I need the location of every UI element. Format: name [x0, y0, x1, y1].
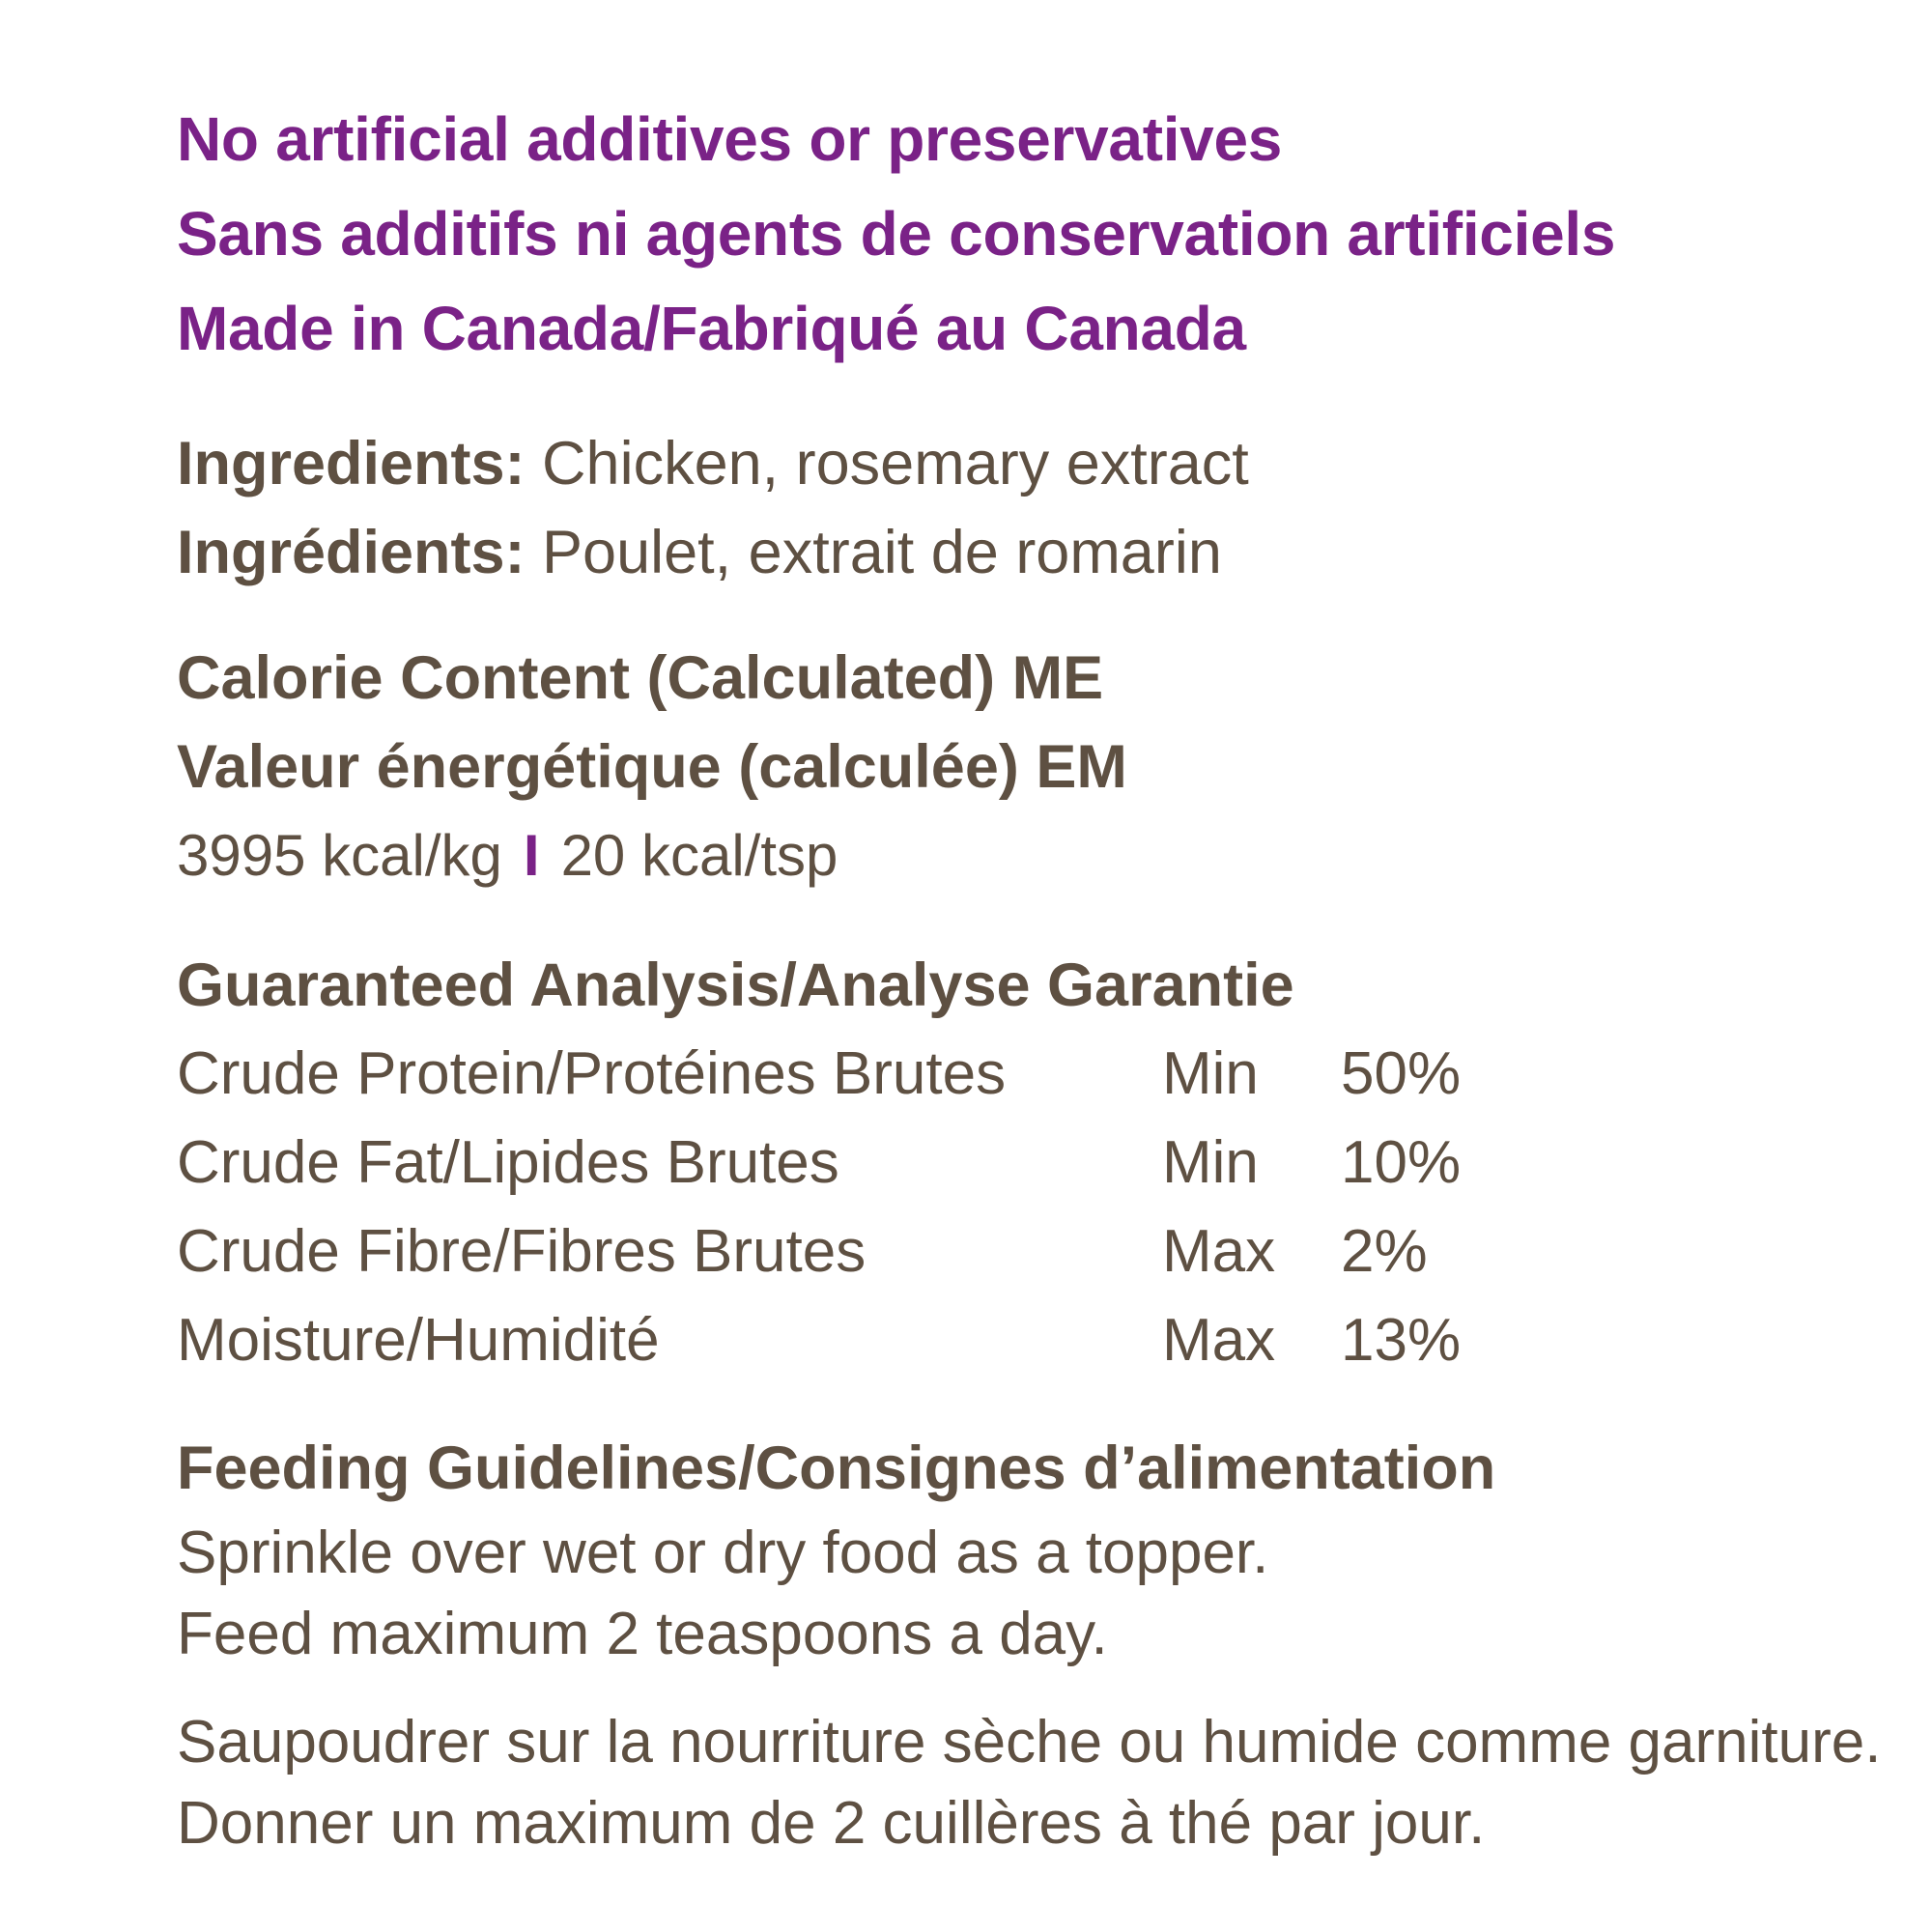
nutrient-amount: 13%: [1341, 1307, 1462, 1374]
calorie-section: [177, 634, 1896, 900]
table-row: [177, 1208, 1534, 1296]
ingredients-fr: [177, 508, 1896, 597]
ingredients-fr-value: Poulet, extrait de romarin: [525, 519, 1222, 586]
nutrient-qualifier: Min: [1162, 1129, 1259, 1196]
calorie-values: [177, 811, 1896, 900]
nutrient-name: Crude Fat/Lipides Brutes: [177, 1129, 839, 1196]
claim-no-additives-fr: Sans additifs ni agents de conservation artificiels: [177, 199, 1616, 269]
product-claims: [177, 92, 1896, 376]
analysis-table: [177, 1030, 1534, 1385]
calorie-separator: I: [523, 823, 540, 888]
guaranteed-analysis-section: [177, 941, 1896, 1385]
calorie-heading-fr: Valeur énergétique (calculée) EM: [177, 733, 1127, 801]
feeding-instruction-fr: Saupoudrer sur la nourriture sèche ou humide comme garniture.: [177, 1709, 1882, 1776]
feeding-instructions-fr: [177, 1702, 1896, 1864]
table-row: [177, 1030, 1534, 1119]
feeding-instruction-en: Feed maximum 2 teaspoons a day.: [177, 1601, 1108, 1667]
ingredients-en-label: Ingredients:: [177, 430, 526, 497]
calorie-per-tsp: 20 kcal/tsp: [560, 823, 838, 888]
calorie-per-kg: 3995 kcal/kg: [177, 823, 502, 888]
nutrient-amount: 2%: [1341, 1218, 1428, 1285]
claim-no-additives-en: No artificial additives or preservatives: [177, 104, 1283, 174]
ingredients-fr-label: Ingrédients:: [177, 519, 526, 586]
nutrient-qualifier: Min: [1162, 1040, 1259, 1107]
nutrient-name: Crude Fibre/Fibres Brutes: [177, 1218, 867, 1285]
feeding-guidelines-section: [177, 1424, 1896, 1864]
feeding-heading: Feeding Guidelines/Consignes d’alimentation: [177, 1435, 1496, 1502]
table-row: [177, 1119, 1534, 1208]
ingredients-en: [177, 419, 1896, 508]
nutrient-qualifier: Max: [1162, 1218, 1276, 1285]
calorie-heading-en: Calorie Content (Calculated) ME: [177, 644, 1104, 712]
feeding-instruction-en: Sprinkle over wet or dry food as a topper.: [177, 1520, 1269, 1586]
nutrient-amount: 10%: [1341, 1129, 1462, 1196]
ingredients-section: [177, 419, 1896, 597]
ingredients-en-value: Chicken, rosemary extract: [525, 430, 1249, 497]
nutrition-label: [177, 92, 1896, 1864]
nutrient-amount: 50%: [1341, 1040, 1462, 1107]
claim-made-in-canada: Made in Canada/Fabriqué au Canada: [177, 294, 1246, 363]
nutrient-name: Moisture/Humidité: [177, 1307, 660, 1374]
feeding-instruction-fr: Donner un maximum de 2 cuillères à thé par jour.: [177, 1790, 1486, 1857]
nutrient-name: Crude Protein/Protéines Brutes: [177, 1040, 1007, 1107]
table-row: [177, 1296, 1534, 1385]
analysis-heading: Guaranteed Analysis/Analyse Garantie: [177, 952, 1294, 1019]
nutrient-qualifier: Max: [1162, 1307, 1276, 1374]
